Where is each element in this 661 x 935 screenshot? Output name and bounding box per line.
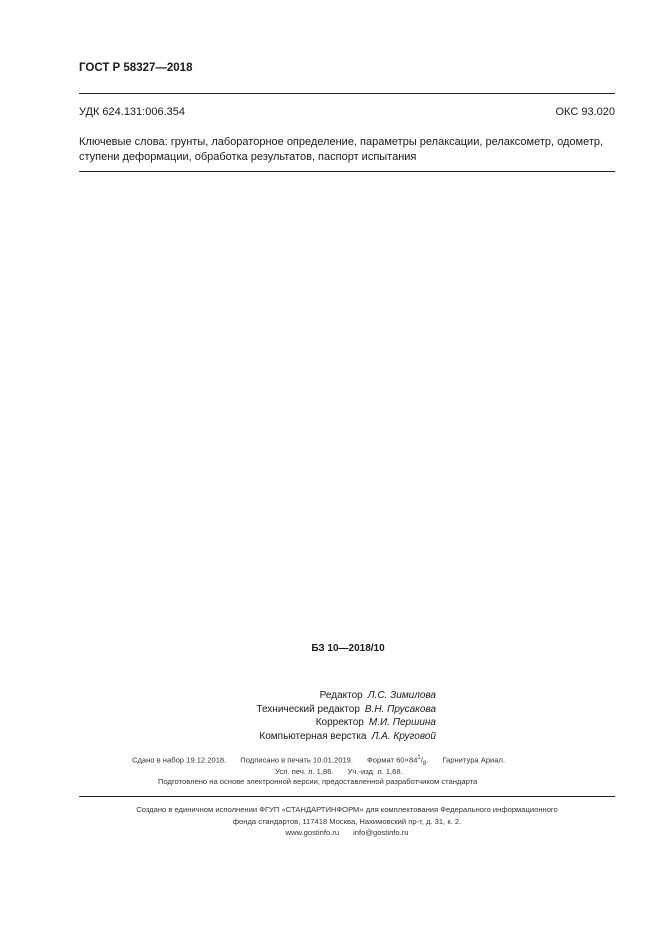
publication-line-1: Сдано в набор 19.12.2018. Подписано в печать 10.01.2019. Формат $60\times 84^1/_8$. Гарнитура Ариал. [132, 755, 506, 768]
publication-prepared: Подготовлено на основе электронной версии, предоставленной разработчиком стандарта [158, 777, 478, 786]
bz-number: БЗ 10—2018/10 [311, 643, 385, 654]
credit-layout: Компьютерная верстка Л.А. Круговой [259, 730, 436, 742]
udk-code: УДК 624.131:006.354 [79, 106, 185, 118]
footer-block [79, 804, 615, 839]
keywords-divider [79, 171, 615, 172]
credit-tech-editor: Технический редактор В.Н. Прусакова [256, 703, 436, 715]
footer-contacts [79, 827, 615, 839]
footer-line-2: фонда стандартов, 117418 Москва, Нахимовский пр-т, д. 31, к. 2. [232, 816, 462, 826]
website-link[interactable]: www.gostinfo.ru [285, 828, 340, 837]
header-divider [79, 93, 615, 94]
footer-divider [79, 796, 615, 797]
publication-line-2: Усл. печ. л. 1,86. Уч.-изд. л. 1,68. [275, 767, 403, 776]
oks-code: ОКС 93.020 [555, 106, 615, 118]
credit-proofreader: Корректор М.И. Першина [315, 717, 436, 728]
credit-editor: Редактор Л.С. Зимилова [319, 690, 436, 701]
keywords-paragraph: Ключевые слова: грунты, лабораторное определение, параметры релаксации, релаксометр, одометр, ступени деформации, обработка результатов, паспорт испытания [79, 136, 604, 163]
credits-block [200, 689, 436, 743]
email-link[interactable]: info@gostinfo.ru [353, 828, 409, 837]
footer-line-1: Создано в единичном исполнении ФГУП «СТАНДАРТИНФОРМ» для комплектования Федерального информационного [136, 805, 558, 814]
standard-id: ГОСТ Р 58327—2018 [79, 62, 193, 74]
